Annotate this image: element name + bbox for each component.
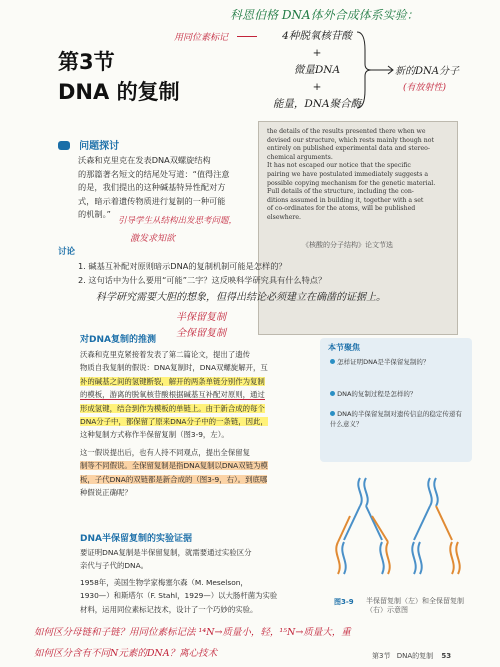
annotation-semi-conservative: 半保留复制 bbox=[176, 312, 226, 323]
experiment-paragraph-1 bbox=[80, 546, 312, 573]
annotation-science-note: 科学研究需要大胆的想象，但得出结论必须建立在确凿的证据上。 bbox=[96, 292, 386, 303]
para-line bbox=[80, 375, 312, 388]
chat-bubble-icon bbox=[58, 141, 70, 150]
annotation-conservative: 全保留复制 bbox=[176, 328, 226, 339]
footer-section: 第3节 bbox=[372, 652, 391, 660]
underlined-line: 的模板，游离的脱氧核苷酸根据碱基互补配对原则，通过 bbox=[80, 390, 265, 400]
footer-title: DNA的复制 bbox=[396, 652, 434, 660]
para-line: 这一假说提出后，也有人持不同观点，提出全保留复 bbox=[80, 448, 250, 457]
experiment-paragraph-2 bbox=[80, 576, 320, 616]
discussion-questions bbox=[78, 260, 458, 287]
discussion-label: 讨论 bbox=[58, 247, 76, 257]
excerpt-line: the details of the results presented there when we bbox=[267, 128, 426, 135]
section-heading bbox=[58, 47, 180, 107]
experiment-heading: DNA半保留复制的实验证据 bbox=[80, 534, 192, 544]
recipe-item: 微量DNA bbox=[293, 64, 341, 76]
para-line bbox=[80, 459, 312, 472]
excerpt-line: devised our structure, which rests mainly though not bbox=[267, 136, 434, 144]
discussion-q1: 1. 碱基互补配对原则暗示DNA的复制机制可能是怎样的？ bbox=[78, 261, 287, 271]
annotation-arrow-line bbox=[237, 36, 257, 37]
para-line bbox=[80, 415, 312, 428]
problem-heading: 问题探讨 bbox=[79, 141, 120, 152]
highlighted-line: 板，子代DNA的双链都是新合成的（图3-9，右）。到底哪 bbox=[80, 474, 268, 484]
recipe-item: 能量，DNA聚合酶 bbox=[272, 98, 362, 110]
highlighted-line: 形成氢键，结合到作为模板的单链上。由于新合成的每个 bbox=[80, 403, 265, 413]
para-line bbox=[80, 402, 312, 415]
intro-line: 沃森和克里克在发表DNA双螺旋结构 bbox=[78, 155, 211, 165]
section-title: DNA 的复制 bbox=[58, 80, 180, 104]
problem-heading-wrap bbox=[58, 134, 119, 153]
semi-conservative-helix bbox=[336, 478, 389, 574]
recipe-item: + bbox=[312, 47, 322, 59]
sidebar-title: 本节聚焦 bbox=[328, 343, 360, 352]
recipe-item: + bbox=[312, 81, 322, 93]
para-line: 1930—）和斯塔尔（F. Stahl，1929—）以大肠杆菌为实验 bbox=[80, 591, 278, 601]
para-line: 这种复制方式称作半保留复制（图3-9，左）。 bbox=[80, 430, 229, 440]
intro-line: 的是，我们提出的这种碱基特异性配对方 bbox=[78, 182, 226, 193]
excerpt-line: chemical arguments. bbox=[267, 153, 333, 161]
para-line bbox=[80, 388, 312, 401]
para-line: 材料，运用同位素标记技术，设计了一个巧妙的实验。 bbox=[80, 604, 258, 614]
annotation-curiosity: 激发求知欲 bbox=[130, 234, 176, 244]
figure-caption: 半保留复制（左）和全保留复制（右）示意图 bbox=[366, 597, 464, 614]
annotation-new-dna: 新的DNA分子 bbox=[395, 66, 459, 77]
page-number: 53 bbox=[441, 652, 452, 660]
sidebar-question: DNA的半保留复制对遗传信息的稳定传递有什么意义？ bbox=[330, 410, 462, 428]
replication-diagram bbox=[330, 470, 470, 595]
intro-line: 的那篇著名短文的结尾处写道：“值得注意 bbox=[78, 168, 230, 179]
section-number: 第3节 bbox=[58, 50, 115, 74]
recipe-item: 4种脱氧核苷酸 bbox=[282, 30, 352, 42]
section-focus-sidebar bbox=[320, 338, 472, 462]
excerpt-line: ditions assumed in building it, together with a set bbox=[267, 196, 424, 204]
para-line: 沃森和克里克紧接着发表了第二篇论文，提出了遗传 bbox=[80, 350, 250, 359]
annotation-brace-arrow bbox=[355, 30, 397, 110]
highlighted-line: DNA分子中，都保留了原来DNA分子中的一条链，因此， bbox=[80, 417, 268, 427]
para-line: 要证明DNA复制是半保留复制，就需要通过实验区分 bbox=[80, 548, 252, 557]
annotation-experiment-title: 科恩伯格 DNA体外合成体系实验： bbox=[230, 8, 419, 22]
speculation-heading: 对DNA复制的推测 bbox=[80, 335, 156, 345]
annotation-radioactive: (有放射性) bbox=[403, 83, 447, 93]
page-footer bbox=[372, 651, 451, 661]
para-line: 物质自我复制的假说：DNA复制时，DNA双螺旋解开，互 bbox=[80, 363, 268, 373]
excerpt-line: elsewhere. bbox=[267, 213, 302, 221]
annotation-isotope-tag: 用同位素标记 bbox=[174, 33, 229, 43]
excerpt-caption: 《核酸的分子结构》论文节选 bbox=[302, 241, 393, 249]
speculation-paragraph-2 bbox=[80, 446, 312, 500]
para-line bbox=[80, 473, 312, 486]
figure-label: 图3-9 bbox=[334, 598, 354, 606]
excerpt-line: possible copying mechanism for the genetic material. bbox=[267, 179, 436, 187]
excerpt-line: pairing we have postulated immediately suggests a bbox=[267, 170, 429, 178]
excerpt-text bbox=[267, 128, 447, 223]
sidebar-question: DNA的复制过程是怎样的？ bbox=[330, 390, 466, 400]
annotation-centrifuge-question: 如何区分含有不同N元素的DNA？离心技术 bbox=[34, 648, 218, 659]
excerpt-line: of co-ordinates for the atoms, will be published bbox=[267, 205, 416, 213]
annotation-guide-students: 引导学生从结构出发思考问题， bbox=[118, 216, 238, 226]
intro-line: 的机制。” bbox=[78, 209, 111, 220]
para-line: 种假说正确呢？ bbox=[80, 488, 132, 498]
sidebar-question: 怎样证明DNA是半保留复制的？ bbox=[330, 358, 466, 368]
highlighted-line: 补的碱基之间的氢键断裂，解开的两条单链分别作为复制 bbox=[80, 376, 265, 386]
problem-intro bbox=[78, 154, 254, 222]
excerpt-line: It has not escaped our notice that the specific bbox=[267, 162, 411, 170]
conservative-helix bbox=[412, 478, 459, 574]
highlighted-line: 制等不同假说。全保留复制是指DNA复制以DNA双链为模 bbox=[80, 461, 268, 471]
intro-line: 式，暗示着遗传物质进行复制的一种可能 bbox=[78, 195, 226, 206]
speculation-paragraph-1 bbox=[80, 348, 312, 442]
excerpt-line: entirely on published experimental data and stereo- bbox=[267, 145, 430, 153]
para-line: 1958年，美国生物学家梅塞尔森（M. Meselson， bbox=[80, 578, 248, 587]
annotation-strand-question: 如何区分母链和子链？用同位素标记法 ¹⁴N→质量小，轻，¹⁵N→质量大，重 bbox=[34, 627, 351, 638]
excerpt-line: Full details of the structure, including the con- bbox=[267, 188, 414, 196]
discussion-q2: 2. 这句话中为什么要用“可能”二字？这反映科学研究具有什么特点？ bbox=[78, 274, 327, 285]
para-line: 亲代与子代的DNA。 bbox=[80, 561, 149, 571]
